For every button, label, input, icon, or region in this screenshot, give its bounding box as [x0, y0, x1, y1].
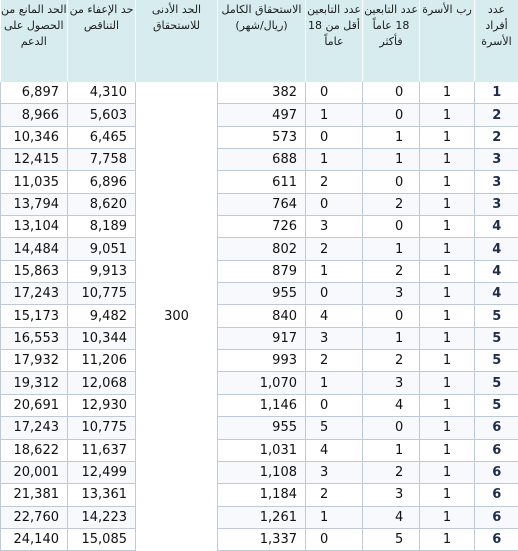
family-members-cell: 5: [475, 394, 518, 416]
family-head-cell: 1: [420, 149, 475, 171]
family-head-cell: 1: [420, 461, 475, 483]
dependents-18plus-cell: 2: [363, 461, 420, 483]
dependents-under18-cell: 3: [306, 216, 363, 238]
exempt-limit-cell: 7,758: [68, 149, 136, 171]
max-limit-cell: 12,415: [1, 149, 68, 171]
family-members-cell: 3: [475, 171, 518, 193]
family-members-cell: 2: [475, 104, 518, 126]
table-row: [1, 149, 518, 171]
max-limit-cell: 22,760: [1, 506, 68, 528]
family-head-cell: 1: [420, 506, 475, 528]
full-eligibility-cell: 1,108: [218, 461, 306, 483]
dependents-under18-cell: 4: [306, 305, 363, 327]
header-max-limit: الحد المانع من الحصول على الدعم: [1, 0, 68, 82]
dependents-18plus-cell: 0: [363, 104, 420, 126]
full-eligibility-cell: 1,146: [218, 394, 306, 416]
dependents-18plus-cell: 2: [363, 260, 420, 282]
table-row: [1, 506, 518, 528]
table-row: [1, 372, 518, 394]
max-limit-cell: 19,312: [1, 372, 68, 394]
dependents-under18-cell: 5: [306, 417, 363, 439]
family-head-cell: 1: [420, 260, 475, 282]
family-members-cell: 6: [475, 461, 518, 483]
table-row: [1, 417, 518, 439]
family-members-cell: 4: [475, 238, 518, 260]
family-members-cell: 6: [475, 417, 518, 439]
exempt-limit-cell: 12,068: [68, 372, 136, 394]
max-limit-cell: 18,622: [1, 439, 68, 461]
dependents-18plus-cell: 1: [363, 238, 420, 260]
exempt-limit-cell: 12,499: [68, 461, 136, 483]
header-full-eligibility: الاستحقاق الكامل (ريال/شهر): [218, 0, 306, 82]
header-family-members: عدد أفراد الأسرة: [475, 0, 518, 82]
dependents-18plus-cell: 2: [363, 350, 420, 372]
dependents-under18-cell: 3: [306, 461, 363, 483]
full-eligibility-cell: 1,337: [218, 528, 306, 550]
max-limit-cell: 17,243: [1, 417, 68, 439]
exempt-limit-cell: 10,344: [68, 327, 136, 349]
max-limit-cell: 14,484: [1, 238, 68, 260]
family-members-cell: 5: [475, 305, 518, 327]
dependents-under18-cell: 0: [306, 126, 363, 148]
family-head-cell: 1: [420, 238, 475, 260]
max-limit-cell: 11,035: [1, 171, 68, 193]
full-eligibility-cell: 879: [218, 260, 306, 282]
dependents-18plus-cell: 5: [363, 528, 420, 550]
max-limit-cell: 24,140: [1, 528, 68, 550]
family-members-cell: 4: [475, 283, 518, 305]
table-row: [1, 238, 518, 260]
exempt-limit-cell: 4,310: [68, 82, 136, 104]
family-members-cell: 6: [475, 528, 518, 550]
full-eligibility-cell: 1,070: [218, 372, 306, 394]
dependents-under18-cell: 4: [306, 439, 363, 461]
max-limit-cell: 16,553: [1, 327, 68, 349]
exempt-limit-cell: 11,637: [68, 439, 136, 461]
family-members-cell: 5: [475, 327, 518, 349]
header-row: [1, 0, 518, 82]
exempt-limit-cell: 8,620: [68, 193, 136, 215]
exempt-limit-cell: 9,482: [68, 305, 136, 327]
max-limit-cell: 13,104: [1, 216, 68, 238]
dependents-18plus-cell: 0: [363, 82, 420, 104]
exempt-limit-cell: 12,930: [68, 394, 136, 416]
table-row: [1, 216, 518, 238]
full-eligibility-cell: 382: [218, 82, 306, 104]
exempt-limit-cell: 5,603: [68, 104, 136, 126]
family-head-cell: 1: [420, 484, 475, 506]
dependents-under18-cell: 0: [306, 394, 363, 416]
family-members-cell: 6: [475, 439, 518, 461]
family-head-cell: 1: [420, 216, 475, 238]
dependents-18plus-cell: 3: [363, 484, 420, 506]
dependents-under18-cell: 2: [306, 350, 363, 372]
family-members-cell: 5: [475, 350, 518, 372]
family-head-cell: 1: [420, 305, 475, 327]
dependents-18plus-cell: 0: [363, 216, 420, 238]
full-eligibility-cell: 993: [218, 350, 306, 372]
full-eligibility-cell: 611: [218, 171, 306, 193]
header-dependents-under18: عدد التابعين أقل من 18 عاماً: [306, 0, 363, 82]
full-eligibility-cell: 497: [218, 104, 306, 126]
dependents-18plus-cell: 1: [363, 126, 420, 148]
max-limit-cell: 13,794: [1, 193, 68, 215]
min-eligibility-cell: 300: [136, 82, 218, 551]
family-head-cell: 1: [420, 193, 475, 215]
family-head-cell: 1: [420, 394, 475, 416]
table-row: [1, 126, 518, 148]
dependents-under18-cell: 2: [306, 171, 363, 193]
dependents-18plus-cell: 1: [363, 439, 420, 461]
full-eligibility-cell: 573: [218, 126, 306, 148]
dependents-under18-cell: 0: [306, 528, 363, 550]
table-row: [1, 305, 518, 327]
dependents-18plus-cell: 2: [363, 193, 420, 215]
table-body: [1, 82, 518, 551]
header-min-eligibility: الحد الأدنى للاستحقاق: [136, 0, 218, 82]
dependents-under18-cell: 3: [306, 327, 363, 349]
family-members-cell: 1: [475, 82, 518, 104]
exempt-limit-cell: 14,223: [68, 506, 136, 528]
max-limit-cell: 17,243: [1, 283, 68, 305]
header-exempt-limit: حد الإعفاء من التناقص: [68, 0, 136, 82]
dependents-18plus-cell: 0: [363, 171, 420, 193]
exempt-limit-cell: 13,361: [68, 484, 136, 506]
table-row: [1, 461, 518, 483]
family-head-cell: 1: [420, 283, 475, 305]
table-row: [1, 283, 518, 305]
dependents-under18-cell: 2: [306, 238, 363, 260]
table-row: [1, 484, 518, 506]
dependents-under18-cell: 1: [306, 149, 363, 171]
dependents-18plus-cell: 0: [363, 305, 420, 327]
table-row: [1, 260, 518, 282]
exempt-limit-cell: 10,775: [68, 283, 136, 305]
table-row: [1, 171, 518, 193]
max-limit-cell: 8,966: [1, 104, 68, 126]
dependents-under18-cell: 1: [306, 104, 363, 126]
max-limit-cell: 20,001: [1, 461, 68, 483]
full-eligibility-cell: 917: [218, 327, 306, 349]
exempt-limit-cell: 9,051: [68, 238, 136, 260]
table-row: [1, 104, 518, 126]
full-eligibility-cell: 1,184: [218, 484, 306, 506]
family-head-cell: 1: [420, 327, 475, 349]
dependents-under18-cell: 1: [306, 260, 363, 282]
full-eligibility-cell: 840: [218, 305, 306, 327]
dependents-under18-cell: 0: [306, 193, 363, 215]
table-row: [1, 327, 518, 349]
dependents-18plus-cell: 1: [363, 149, 420, 171]
family-head-cell: 1: [420, 372, 475, 394]
family-head-cell: 1: [420, 126, 475, 148]
exempt-limit-cell: 9,913: [68, 260, 136, 282]
family-members-cell: 6: [475, 484, 518, 506]
family-members-cell: 2: [475, 126, 518, 148]
max-limit-cell: 6,897: [1, 82, 68, 104]
family-members-cell: 3: [475, 149, 518, 171]
family-head-cell: 1: [420, 82, 475, 104]
family-head-cell: 1: [420, 528, 475, 550]
max-limit-cell: 10,346: [1, 126, 68, 148]
family-members-cell: 6: [475, 506, 518, 528]
family-members-cell: 4: [475, 216, 518, 238]
table-row: [1, 350, 518, 372]
max-limit-cell: 15,173: [1, 305, 68, 327]
full-eligibility-cell: 688: [218, 149, 306, 171]
max-limit-cell: 20,691: [1, 394, 68, 416]
family-members-cell: 4: [475, 260, 518, 282]
family-head-cell: 1: [420, 171, 475, 193]
exempt-limit-cell: 10,775: [68, 417, 136, 439]
full-eligibility-cell: 955: [218, 417, 306, 439]
table-row: [1, 82, 518, 104]
full-eligibility-cell: 955: [218, 283, 306, 305]
table-row: [1, 528, 518, 550]
family-members-cell: 3: [475, 193, 518, 215]
family-members-cell: 5: [475, 372, 518, 394]
exempt-limit-cell: 8,189: [68, 216, 136, 238]
full-eligibility-cell: 726: [218, 216, 306, 238]
table-row: [1, 394, 518, 416]
header-family-head: رب الأسرة: [420, 0, 475, 82]
dependents-18plus-cell: 1: [363, 327, 420, 349]
exempt-limit-cell: 6,896: [68, 171, 136, 193]
family-head-cell: 1: [420, 350, 475, 372]
max-limit-cell: 17,932: [1, 350, 68, 372]
family-head-cell: 1: [420, 104, 475, 126]
table-row: [1, 193, 518, 215]
dependents-18plus-cell: 0: [363, 417, 420, 439]
max-limit-cell: 21,381: [1, 484, 68, 506]
family-head-cell: 1: [420, 439, 475, 461]
family-head-cell: 1: [420, 417, 475, 439]
exempt-limit-cell: 15,085: [68, 528, 136, 550]
dependents-under18-cell: 0: [306, 283, 363, 305]
exempt-limit-cell: 6,465: [68, 126, 136, 148]
header-dependents-18plus: عدد التابعين 18 عاماً فأكثر: [363, 0, 420, 82]
full-eligibility-cell: 1,261: [218, 506, 306, 528]
table-row: [1, 439, 518, 461]
dependents-18plus-cell: 4: [363, 394, 420, 416]
full-eligibility-cell: 1,031: [218, 439, 306, 461]
dependents-under18-cell: 1: [306, 506, 363, 528]
max-limit-cell: 15,863: [1, 260, 68, 282]
dependents-under18-cell: 0: [306, 82, 363, 104]
exempt-limit-cell: 11,206: [68, 350, 136, 372]
dependents-18plus-cell: 4: [363, 506, 420, 528]
dependents-under18-cell: 2: [306, 484, 363, 506]
dependents-under18-cell: 1: [306, 372, 363, 394]
dependents-18plus-cell: 3: [363, 372, 420, 394]
full-eligibility-cell: 802: [218, 238, 306, 260]
dependents-18plus-cell: 3: [363, 283, 420, 305]
full-eligibility-cell: 764: [218, 193, 306, 215]
